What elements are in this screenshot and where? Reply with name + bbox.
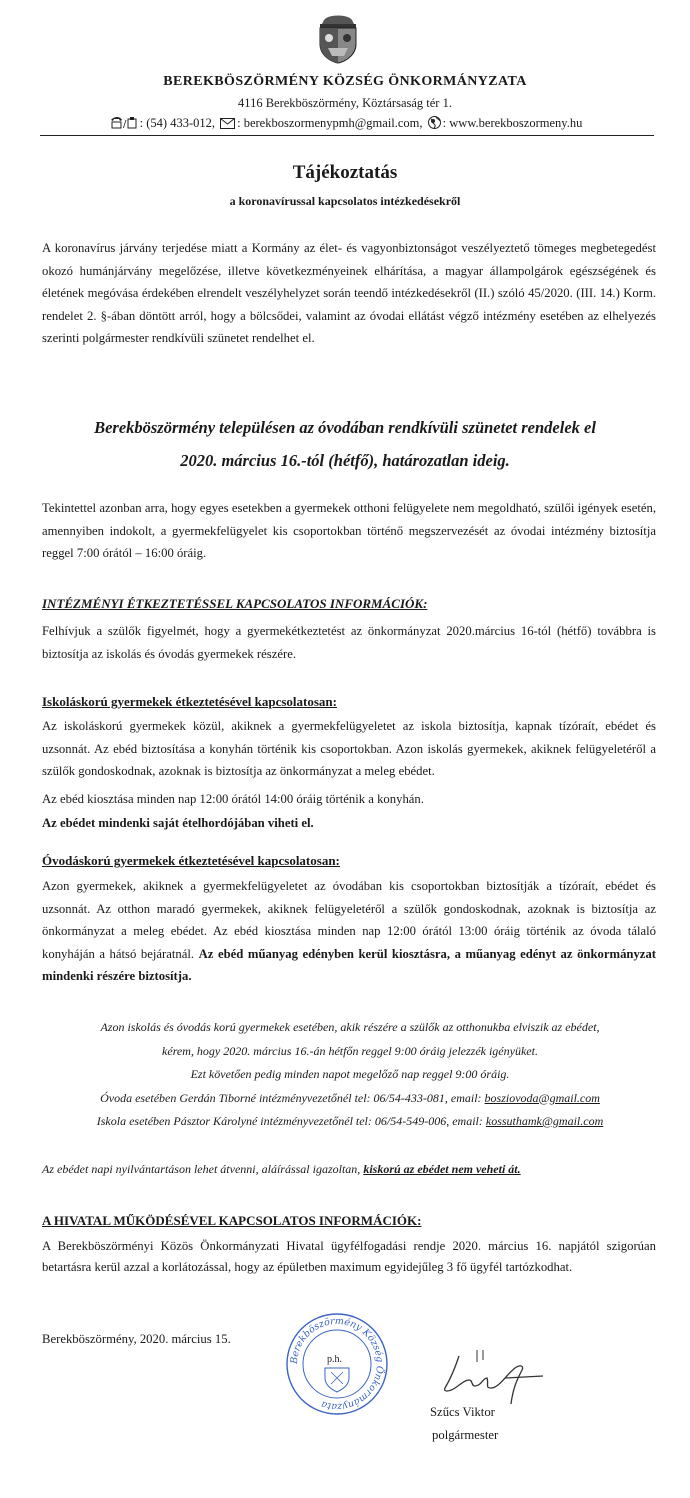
- request-line-2: kérem, hogy 2020. március 16.-án hétfőn reggel 9:00 óráig jelezzék igényüket.: [162, 1043, 538, 1058]
- request-line-3: Ezt követően pedig minden napot megelőző nap reggel 9:00 óráig.: [190, 1067, 510, 1081]
- school-note: Az ebédet mindenki saját ételhordójában viheti el.: [42, 816, 314, 830]
- globe-icon: [428, 116, 441, 133]
- official-stamp: [285, 1312, 389, 1416]
- announcement-line-1: Berekböszörmény településen az óvodában rendkívüli szünetet rendelek el: [94, 418, 596, 437]
- announcement: [30, 411, 660, 477]
- request-line-1: Azon iskolás és óvodás korú gyermekek esetében, akik részére a szülők az otthonukba elviszik az ebédet,: [100, 1020, 600, 1034]
- stamp-text: Berekböszörmény Község Önkormányzata: [288, 1315, 386, 1413]
- intro-paragraph: A koronavírus járvány terjedése miatt a Kormány az élet- és vagyonbiztonságot veszélyeztető tömeges megbetegedést okozó humánjárvány megelőzése, illetve következményeinek elhárítása, a magyar állampolgárok egészségének és életének megóvása érdekében elrendelt veszélyhelyzet során teendő intézkedésekről (II.) szóló 45/2020. (III. 14.) Korm. rendelet 2. §-ában döntött arról, hogy a bölcsődei, valamint az óvodai ellátást végző intézmény esetében az elhelyezés szerinti polgármester rendkívüli szünetet rendelhet el.: [42, 241, 656, 346]
- place-date: Berekböszörmény, 2020. március 15.: [42, 1332, 231, 1346]
- document-title: Tájékoztatás: [292, 162, 398, 183]
- kindergarten-email-link[interactable]: bosziovoda@gmail.com: [484, 1090, 600, 1105]
- kindergarten-heading: Óvodáskorú gyermekek étkeztetésével kapcsolatosan:: [42, 853, 340, 868]
- school-heading: Iskoláskorú gyermekek étkeztetésével kapcsolatosan:: [42, 694, 337, 709]
- kindergarten-note: Az ebéd műanyag edényben kerül kiosztásra, a műanyag edényt az önkormányzat mindenki részére biztosítja.: [42, 946, 657, 984]
- school-contact: Iskola esetében Pásztor Károlyné intézményvezetőnél tel: 06/54-549-006, email: kossuthamk@gmail.com: [96, 1114, 604, 1128]
- website-address: : www.berekboszormeny.hu: [442, 116, 583, 130]
- email-address: : berekboszormenypmh@gmail.com,: [237, 116, 423, 130]
- envelope-icon: [220, 118, 235, 133]
- stamp-ph: p.h.: [327, 1354, 342, 1365]
- crest-icon: [314, 14, 362, 64]
- register-emphasis: kiskorú az ebédet nem veheti át.: [363, 1162, 521, 1176]
- svg-text:/: /: [122, 119, 127, 129]
- school-schedule: Az ebéd kiosztása minden nap 12:00 órától 14:00 óráig történik a konyhán.: [42, 792, 424, 806]
- handwritten-signature: [425, 1348, 545, 1410]
- supervision-paragraph: Tekintettel azonban arra, hogy egyes esetekben a gyermekek otthoni felügyelete nem megoldható, szülői igények esetén, amennyiben indokolt, a gyermekfelügyelet kis csoportokban történő megszervezését az óvodai intézmény biztosítja reggel 7:00 órától – 16:00 óráig.: [42, 501, 656, 561]
- document-subtitle: a koronavírussal kapcsolatos intézkedésekről: [229, 194, 461, 208]
- school-paragraph: Az iskoláskorú gyermekek közül, akiknek a gyermekfelügyeletet az iskola biztosítja, kapnak tízóraít, ebédet és uzsonnát. Az ebéd biztosítása a konyhán történik kis csoportokban. Azon iskolás gyermekek, akiknek felügyeletéről a szülők gondoskodnak, azoknak is biztosítja az önkormányzat a meleg ebédet.: [42, 719, 656, 779]
- contact-line: [0, 116, 690, 133]
- phone-number: : (54) 433-012,: [139, 116, 215, 130]
- kindergarten-paragraph: [42, 875, 656, 988]
- kindergarten-contact: Óvoda esetében Gerdán Tiborné intézményvezetőnél tel: 06/54-433-081, email: bosziovoda@gmail.com: [100, 1090, 600, 1105]
- signer-role: polgármester: [432, 1428, 499, 1442]
- catering-paragraph: Felhívjuk a szülők figyelmét, hogy a gyermekétkeztetést az önkormányzat 2020.március 16-tól (hétfő) továbbra is biztosítja az iskolás és óvodás gyermekek részére.: [42, 624, 656, 661]
- meal-request-block: [30, 1016, 670, 1134]
- office-paragraph: A Berekböszörményi Közös Önkormányzati Hivatal ügyfélfogadási rendje 2020. március 16. napjától szigorúan betartásra kerül azzal a korlátozással, hogy az épületben maximum egyidejűleg 3 fő ügyfél tartózkodhat.: [42, 1239, 656, 1274]
- header-divider: [40, 135, 654, 136]
- school-email-link[interactable]: kossuthamk@gmail.com: [485, 1114, 604, 1128]
- phone-fax-icon: [110, 116, 138, 133]
- office-heading: A HIVATAL MŰKÖDÉSÉVEL KAPCSOLATOS INFORMÁCIÓK:: [42, 1213, 422, 1228]
- signer-name: Szűcs Viktor: [430, 1405, 495, 1419]
- kindergarten-text: Azon gyermekek, akiknek a gyermekfelügyeletet az óvodában kis csoportokban biztosítják a tízóraít, ebédet és uzsonnát. Az otthon maradó gyermekek, akiknek felügyeletéről a szülők gondoskodnak, azoknak is biztosítja az önkormányzat a meleg ebédet. Az ebéd kiosztása minden nap 12:00 órától 13:00 óráig történik az óvoda tálaló konyháján a hátsó bejáratnál.: [42, 879, 656, 961]
- register-note: Az ebédet napi nyilvántartáson lehet átvenni, aláírással igazoltan, kiskorú az ebédet nem veheti át.: [42, 1162, 521, 1176]
- catering-heading: INTÉZMÉNYI ÉTKEZTETÉSSEL KAPCSOLATOS INFORMÁCIÓK:: [42, 596, 428, 611]
- organization-name: BEREKBÖSZÖRMÉNY KÖZSÉG ÖNKORMÁNYZATA: [163, 74, 527, 89]
- announcement-line-2: 2020. március 16.-tól (hétfő), határozatlan ideig.: [180, 451, 510, 470]
- organization-address: 4116 Berekböszörmény, Köztársaság tér 1.: [238, 96, 452, 110]
